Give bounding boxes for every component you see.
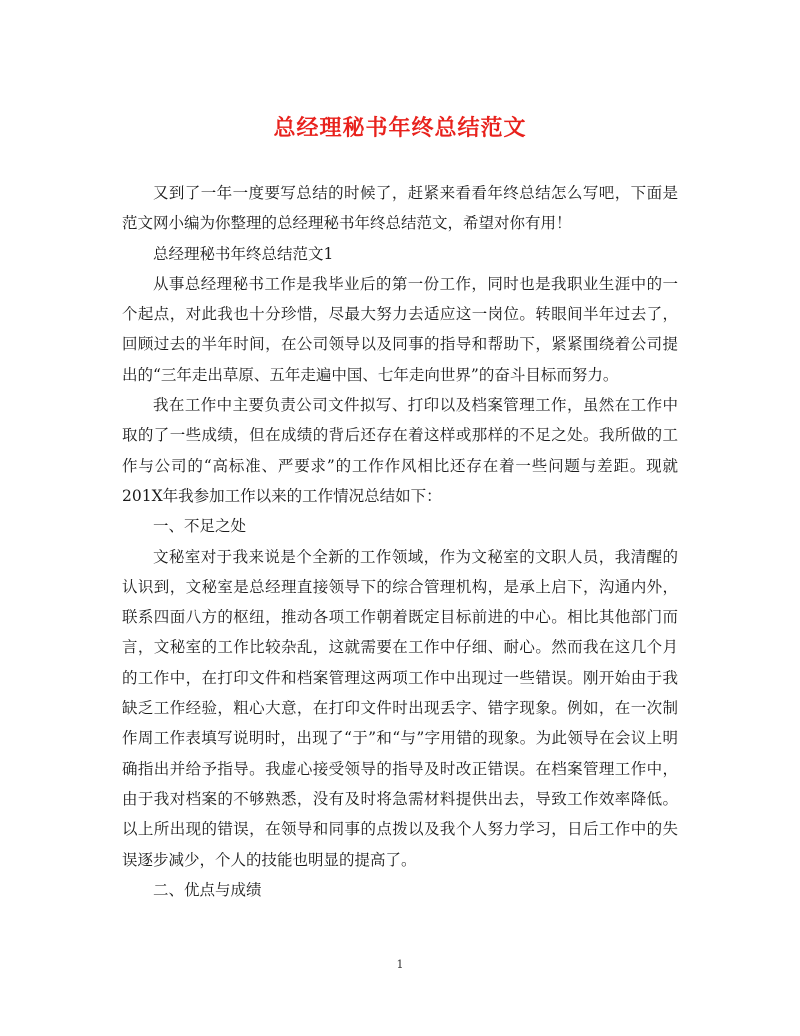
document-title: 总经理秘书年终总结范文 (273, 115, 527, 141)
body-paragraph: 从事总经理秘书工作是我毕业后的第一份工作，同时也是我职业生涯中的一个起点，对此我也十分珍惜，尽最大努力去适应这一岗位。转眼间半年过去了，回顾过去的半年时间，在公司领导以及同事的指导和帮助下，紧紧围绕着公司提出的“三年走出草原、五年走遍中国、七年走向世界”的奋斗目标而努力。 (122, 274, 678, 384)
body-paragraph: 我在工作中主要负责公司文件拟写、打印以及档案管理工作，虽然在工作中取的了一些成绩，但在成绩的背后还存在着这样或那样的不足之处。我所做的工作与公司的“高标准、严要求”的工作作风相比还存在着一些问题与差距。现就201X年我参加工作以来的工作情况总结如下： (122, 396, 678, 505)
section-heading: 一、不足之处 (153, 517, 247, 536)
section-heading: 二、优点与成绩 (153, 880, 262, 899)
page-number: 1 (396, 958, 404, 971)
intro-paragraph: 又到了一年一度要写总结的时候了，赶紧来看看年终总结怎么写吧，下面是范文网小编为你整理的总经理秘书年终总结范文，希望对你有用！ (122, 184, 678, 233)
section-heading: 总经理秘书年终总结范文1 (153, 244, 334, 263)
document-body (122, 178, 678, 905)
body-paragraph: 文秘室对于我来说是个全新的工作领域，作为文秘室的文职人员，我清醒的认识到，文秘室是总经理直接领导下的综合管理机构，是承上启下，沟通内外，联系四面八方的枢纽，推动各项工作朝着既定目标前进的中心。相比其他部门而言，文秘室的工作比较杂乱，这就需要在工作中仔细、耐心。然而我在这几个月的工作中，在打印文件和档案管理这两项工作中出现过一些错误。刚开始由于我缺乏工作经验，粗心大意，在打印文件时出现丢字、错字现象。例如，在一次制作周工作表填写说明时，出现了“于”和“与”字用错的现象。为此领导在会议上明确指出并给予指导。我虚心接受领导的指导及时改正错误。在档案管理工作中，由于我对档案的不够熟悉，没有及时将急需材料提供出去，导致工作效率降低。以上所出现的错误，在领导和同事的点拨以及我个人努力学习，日后工作中的失误逐步减少，个人的技能也明显的提高了。 (122, 547, 678, 869)
